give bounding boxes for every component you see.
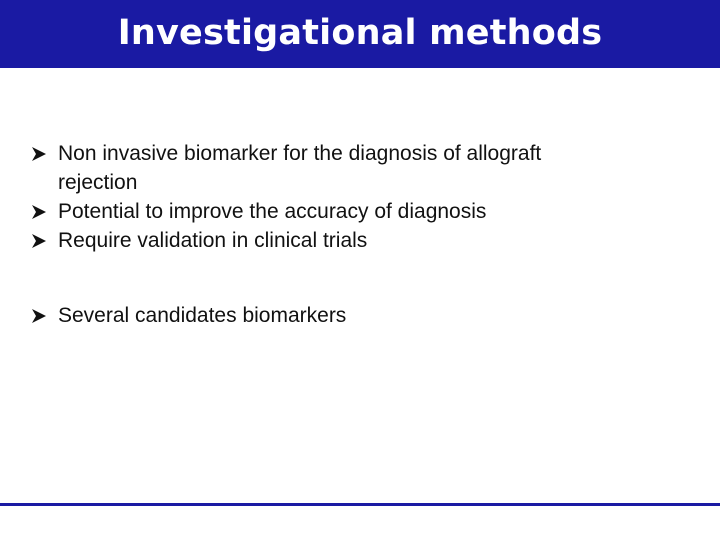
bullet-item: [30, 197, 690, 226]
arrowhead-bullet-icon: [30, 197, 58, 226]
bullet-text: Non invasive biomarker for the diagnosis of allograft rejection: [58, 142, 542, 194]
bullet-text: Potential to improve the accuracy of diagnosis: [58, 200, 487, 223]
bullet-text: Several candidates biomarkers: [58, 304, 347, 327]
bullet-item: [30, 226, 690, 255]
slide-title: Investigational methods: [117, 12, 603, 53]
arrowhead-bullet-icon: [30, 226, 58, 255]
bullet-text: Require validation in clinical trials: [58, 229, 368, 252]
bottom-rule: [0, 503, 720, 506]
arrowhead-bullet-icon: [30, 139, 58, 168]
title-bar: [0, 0, 720, 68]
arrowhead-bullet-icon: [30, 301, 58, 330]
bullet-item: [30, 139, 690, 197]
bullet-list: [30, 139, 690, 330]
bullet-item: [30, 301, 690, 330]
bullet-gap: [30, 255, 690, 301]
